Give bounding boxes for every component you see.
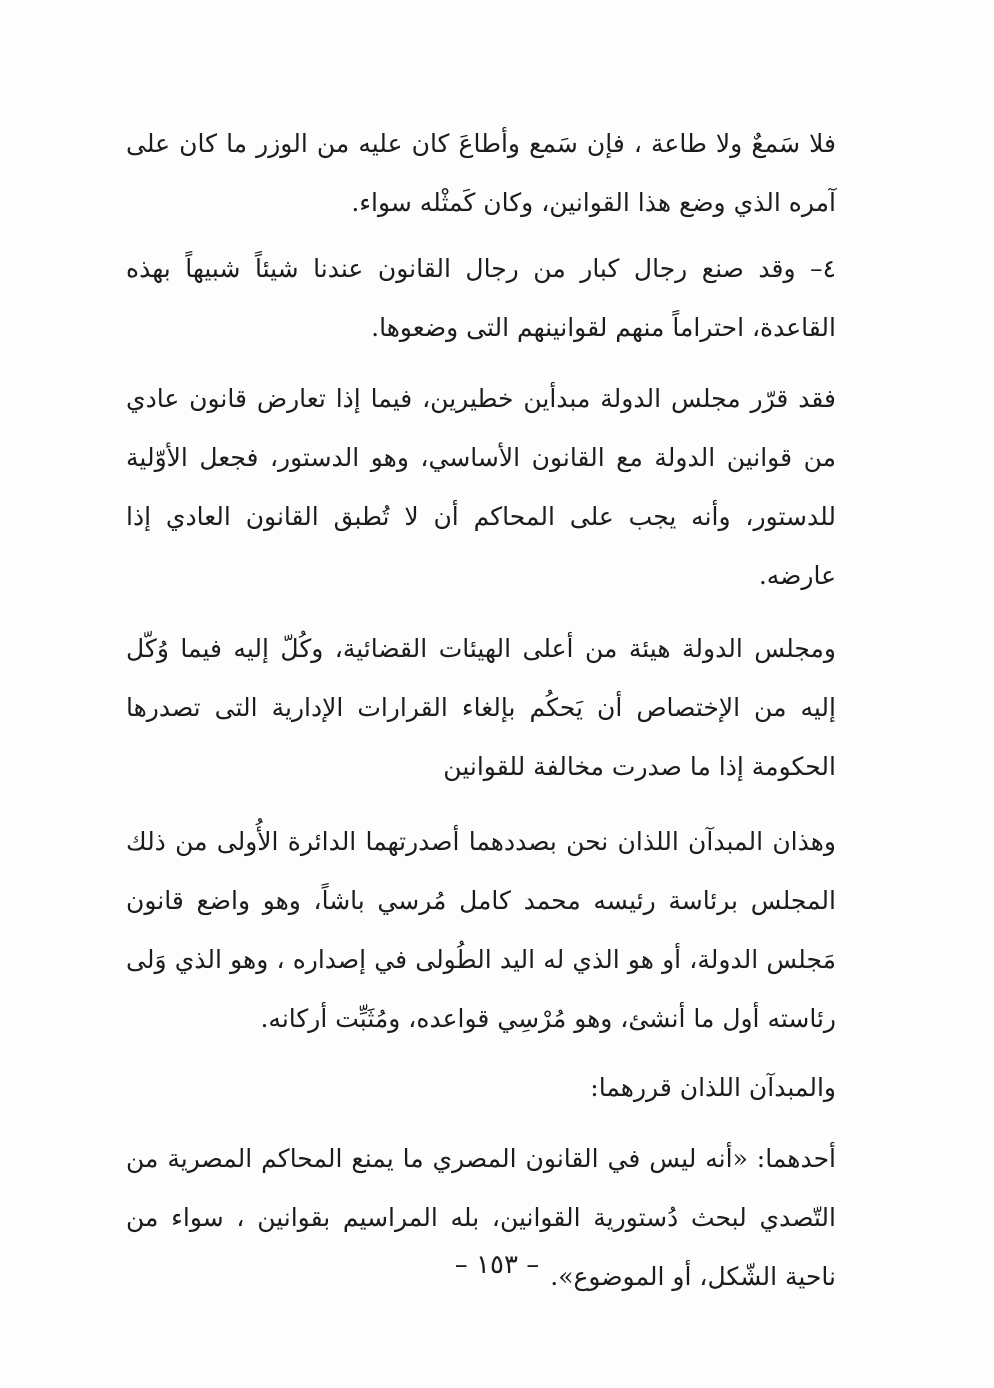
paragraph-6: والمبدآن اللذان قررهما: (590, 1073, 836, 1102)
paragraph-3: فقد قرّر مجلس الدولة مبدأين خطيرين، فيما إذا تعارض قانون عادي من قوانين الدولة مع القانون الأساسي، وهو الدستور، فجعل الأوّلية للدستور، وأنه يجب على المحاكم أن لا تُطبق القانون العادي إذا عارضه. (126, 384, 836, 590)
body-text (126, 114, 836, 1315)
paragraph-1: فلا سَمعٌ ولا طاعة ، فإن سَمع وأطاعَ كان عليه من الوزر ما كان على آمره الذي وضع هذا القوانين، وكان كَمثْله سواء. (126, 129, 836, 217)
paragraph-2: ٤– وقد صنع رجال كبار من رجال القانون عندنا شيئاً شبيهاً بهذه القاعدة، احتراماً منهم لقوانينهم التى وضعوها. (126, 254, 836, 342)
paragraph-7: أحدهما: «أنه ليس في القانون المصري ما يمنع المحاكم المصرية من التّصدي لبحث دُستورية القوانين، بله المراسيم بقوانين ، سواء من ناحية الشّكل، أو الموضوع». (126, 1144, 836, 1291)
page-number: – ١٥٣ – (454, 1250, 540, 1280)
paragraph-4: ومجلس الدولة هيئة من أعلى الهيئات القضائية، وكُلّ إليه فيما وُكّل إليه من الإختصاص أن يَحكُم بإلغاء القرارات الإدارية التى تصدرها الحكومة إذا ما صدرت مخالفة للقوانين (126, 634, 836, 781)
paragraph-5: وهذان المبدآن اللذان نحن بصددهما أصدرتهما الدائرة الأُولى من ذلك المجلس برئاسة رئيسه محمد كامل مُرسي باشاً، وهو واضع قانون مَجلس الدولة، أو هو الذي له اليد الطُولى في إصداره ، وهو الذي وَلى رئاسته أول ما أنشئ، وهو مُرْسِي قواعده، ومُثَبِّت أركانه. (126, 827, 836, 1033)
